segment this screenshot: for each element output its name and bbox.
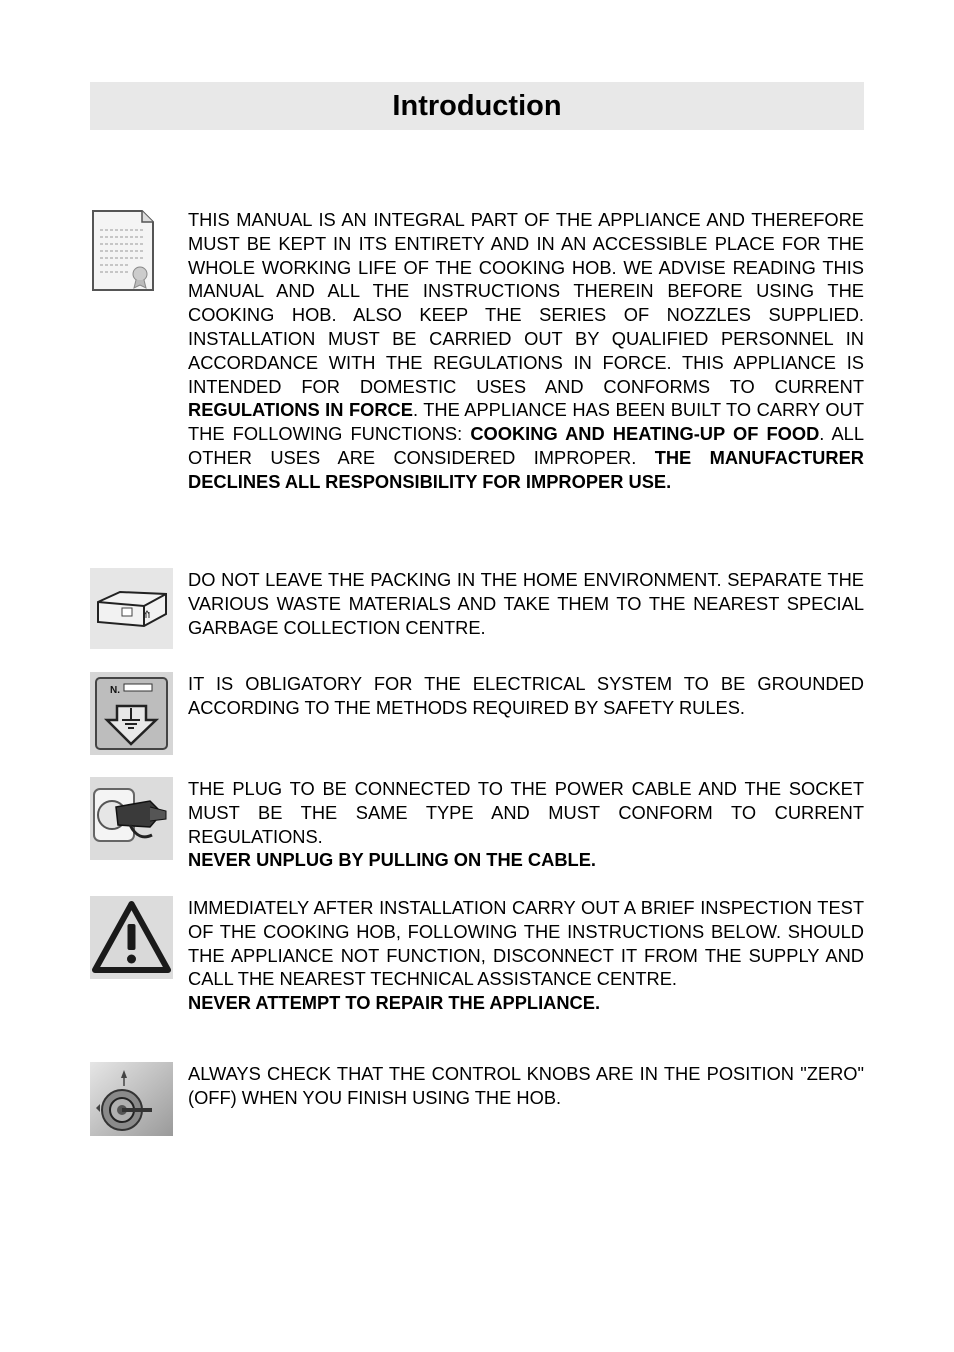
manual-document-icon bbox=[90, 208, 173, 294]
control-knob-icon bbox=[90, 1062, 173, 1136]
section-text bbox=[188, 777, 864, 872]
warning-triangle-icon bbox=[90, 896, 173, 979]
section-text bbox=[188, 896, 864, 1015]
plug-socket-icon bbox=[90, 777, 173, 860]
inspection-warning bbox=[188, 991, 864, 1015]
text-run: . THE APPLIANCE HAS BEEN BUILT TO CARRY OUT THE FOLLOWING FUNCTIONS: bbox=[188, 399, 864, 445]
packing-paragraph: DO NOT LEAVE THE PACKING IN THE HOME ENVIRONMENT. SEPARATE THE VARIOUS WASTE MATERIALS AND TAKE THEM TO THE NEAREST SPECIAL GARBAGE COLLECTION CENTRE. bbox=[188, 569, 864, 638]
bold-run: NEVER ATTEMPT TO REPAIR THE APPLIANCE. bbox=[188, 992, 601, 1014]
bold-run: THE MANUFACTURER DECLINES ALL RESPONSIBILITY FOR IMPROPER USE. bbox=[188, 446, 864, 492]
bold-run: REGULATIONS IN FORCE bbox=[188, 399, 413, 421]
text-run: THIS MANUAL IS AN INTEGRAL PART OF THE APPLIANCE AND THEREFORE MUST BE KEPT IN ITS ENTIRETY AND IN AN ACCESSIBLE PLACE FOR THE WHOLE WORKING LIFE OF THE COOKING HOB. WE ADVISE READING THIS MANUAL AND ALL THE INSTRUCTIONS THEREIN BEFORE USING THE COOKING HOB. ALSO KEEP THE SERIES OF NOZZLES SUPPLIED. INSTALLATION MUST BE CARRIED OUT BY QUALIFIED PERSONNEL IN ACCORDANCE WITH THE REGULATIONS IN FORCE. THIS APPLIANCE IS INTENDED FOR DOMESTIC USES AND CONFORMS TO CURRENT bbox=[188, 209, 864, 397]
inspection-paragraph: IMMEDIATELY AFTER INSTALLATION CARRY OUT A BRIEF INSPECTION TEST OF THE COOKING HOB, FOLLOWING THE INSTRUCTIONS BELOW. SHOULD THE APPLIANCE NOT FUNCTION, DISCONNECT IT FROM THE SUPPLY AND CALL THE NEAREST TECHNICAL ASSISTANCE CENTRE. bbox=[188, 897, 864, 990]
text-run: . ALL OTHER USES ARE CONSIDERED IMPROPER. bbox=[188, 423, 864, 468]
ground-symbol-icon bbox=[90, 672, 173, 755]
page-title: Introduction bbox=[392, 89, 562, 122]
knobs-paragraph: ALWAYS CHECK THAT THE CONTROL KNOBS ARE IN THE POSITION "ZERO" (OFF) WHEN YOU FINISH USING THE HOB. bbox=[188, 1063, 864, 1108]
plug-warning bbox=[188, 848, 864, 872]
section-text bbox=[188, 672, 864, 720]
grounding-paragraph: IT IS OBLIGATORY FOR THE ELECTRICAL SYSTEM TO BE GROUNDED ACCORDING TO THE METHODS REQUIRED BY SAFETY RULES. bbox=[188, 673, 864, 718]
ground-plate-label: N. bbox=[110, 685, 120, 696]
section-text bbox=[188, 208, 864, 494]
section-text bbox=[188, 568, 864, 639]
plug-paragraph: THE PLUG TO BE CONNECTED TO THE POWER CABLE AND THE SOCKET MUST BE THE SAME TYPE AND MUST CONFORM TO CURRENT REGULATIONS. bbox=[188, 778, 864, 847]
manual-paragraph bbox=[188, 208, 864, 494]
bold-run: NEVER UNPLUG BY PULLING ON THE CABLE. bbox=[188, 849, 596, 871]
section-text bbox=[188, 1062, 864, 1110]
bold-run: COOKING AND HEATING-UP OF FOOD bbox=[470, 423, 820, 445]
packing-box-icon bbox=[90, 568, 173, 649]
page-title-bar bbox=[90, 82, 864, 130]
